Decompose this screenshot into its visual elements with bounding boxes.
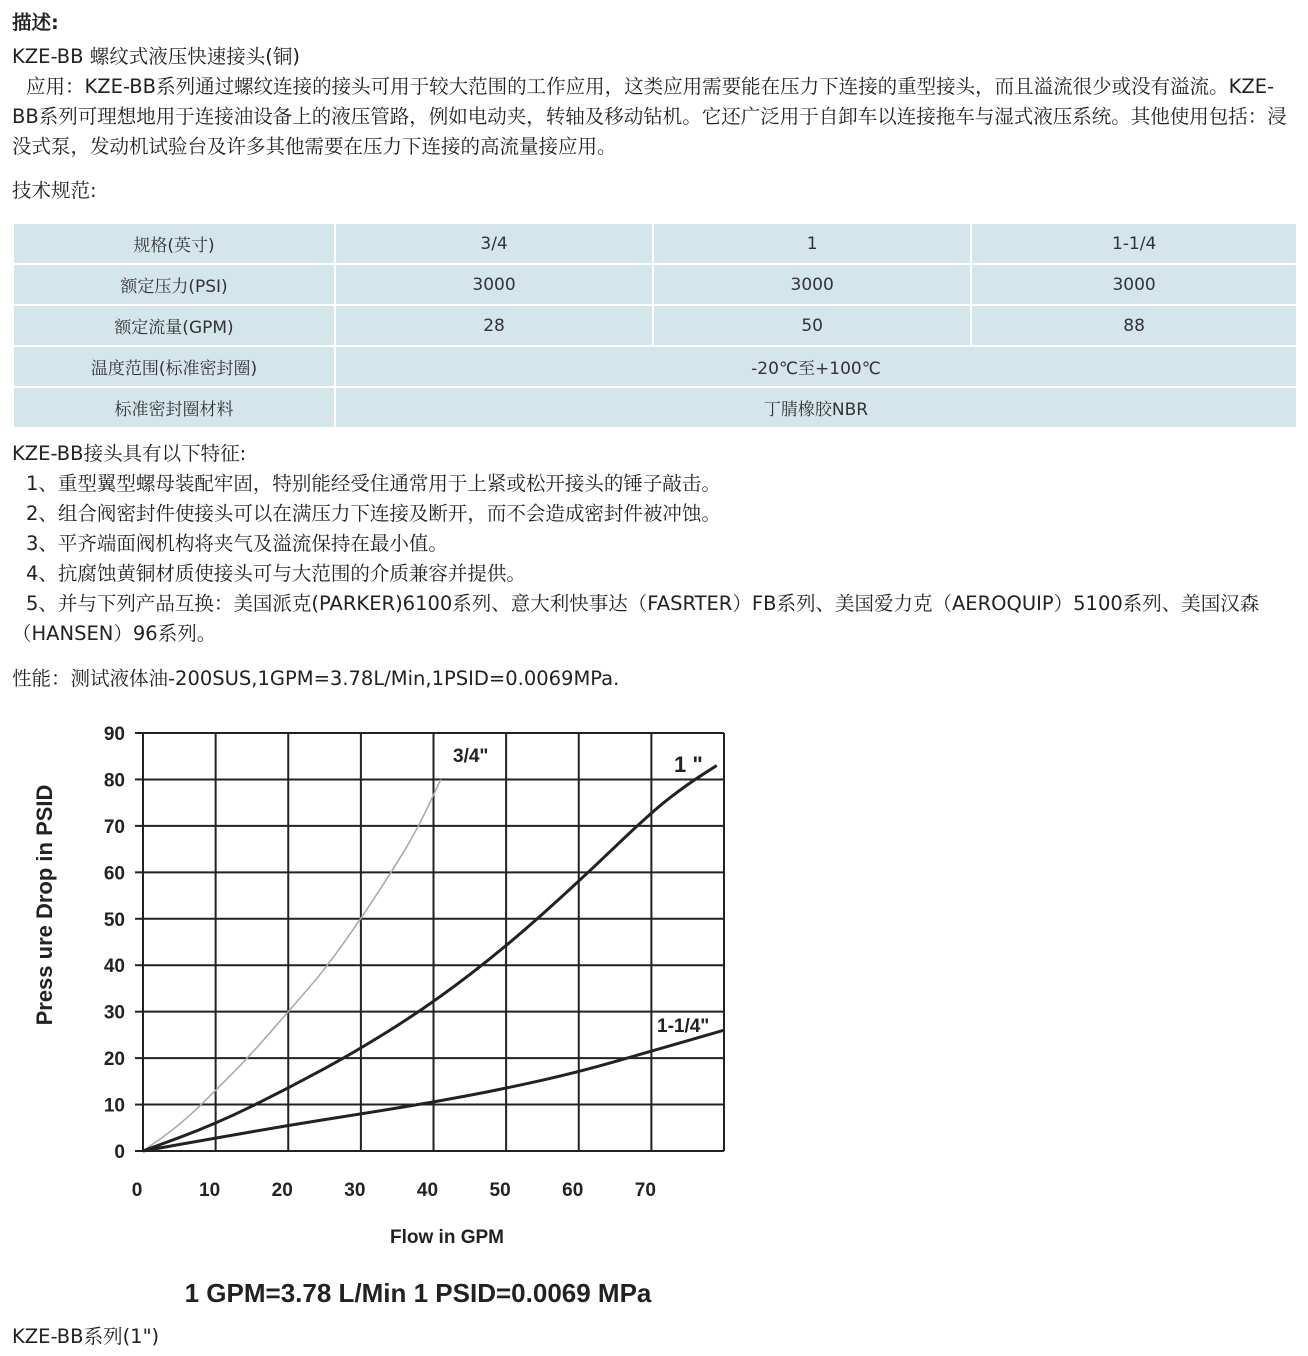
feature-item: 4、抗腐蚀黄铜材质使接头可与大范围的介质兼容并提供。 xyxy=(26,562,526,585)
spec-title: 技术规范: xyxy=(12,179,97,202)
x-tick-label: 60 xyxy=(562,1180,584,1201)
table-row xyxy=(14,347,1296,386)
table-cell: 标准密封圈材料 xyxy=(14,388,334,427)
table-cell: 温度范围(标准密封圈) xyxy=(14,347,334,386)
y-tick-label: 50 xyxy=(103,909,125,931)
x-tick-label: 20 xyxy=(271,1180,293,1201)
x-tick-label: 40 xyxy=(416,1180,439,1201)
table-cell: 额定流量(GPM) xyxy=(14,306,334,345)
feature-item: 1、重型翼型螺母装配牢固，特别能经受住通常用于上紧或松开接头的锤子敲击。 xyxy=(26,472,721,495)
x-tick-label: 0 xyxy=(131,1180,143,1201)
x-tick-label: 10 xyxy=(199,1180,221,1201)
feature-item: 5、并与下列产品互换：美国派克(PARKER)6100系列、意大利快事达（FASRTER）FB系列、美国爱力克（AEROQUIP）5100系列、美国汉森（HANSEN）96系列。 xyxy=(12,592,1260,645)
table-cell: 3000 xyxy=(336,265,652,304)
table-row xyxy=(14,265,1296,304)
series-label: 3/4" xyxy=(453,746,489,767)
features-title: KZE-BB接头具有以下特征: xyxy=(12,442,247,465)
y-tick-label: 0 xyxy=(114,1142,125,1163)
product-title: KZE-BB 螺纹式液压快速接头(铜) xyxy=(12,45,300,68)
x-tick-label: 30 xyxy=(344,1180,366,1201)
application-paragraph: 应用：KZE-BB系列通过螺纹连接的接头可用于较大范围的工作应用，这类应用需要能在压力下连接的重型接头，而且溢流很少或没有溢流。KZE-BB系列可理想地用于连接油设备上的液压管路，例如电动夹，转轴及移动钻机。它还广泛用于自卸车以连接拖车与湿式液压系统。其他使用包括：浸没式泵，发动机试验台及许多其他需要在压力下连接的高流量接应用。 xyxy=(12,75,1287,158)
table-cell: 1 xyxy=(654,224,970,263)
table-cell: 丁腈橡胶NBR xyxy=(336,388,1296,427)
x-tick-label: 50 xyxy=(489,1180,511,1201)
chart-ticks xyxy=(104,724,656,1201)
table-row xyxy=(14,306,1296,345)
table-cell: 3000 xyxy=(972,265,1296,304)
y-tick-label: 80 xyxy=(103,770,125,792)
table-cell: 28 xyxy=(336,306,652,345)
y-axis-label: Press ure Drop in PSID xyxy=(32,784,57,1026)
y-tick-label: 30 xyxy=(103,1002,125,1024)
table-cell: -20℃至+100℃ xyxy=(336,347,1296,386)
pressure-drop-chart xyxy=(0,700,760,1320)
y-tick-label: 60 xyxy=(103,863,125,885)
table-cell: 1-1/4 xyxy=(972,224,1296,263)
table-cell: 88 xyxy=(972,306,1296,345)
series-label: 1-1/4" xyxy=(657,1016,710,1037)
chart-footnote: 1 GPM=3.78 L/Min 1 PSID=0.0069 MPa xyxy=(184,1278,652,1308)
table-row xyxy=(14,388,1296,427)
y-tick-label: 90 xyxy=(103,724,125,745)
spec-table xyxy=(12,222,1298,429)
table-cell: 3/4 xyxy=(336,224,652,263)
y-tick-label: 10 xyxy=(103,1095,125,1117)
table-cell: 额定压力(PSI) xyxy=(14,265,334,304)
table-row xyxy=(14,224,1296,263)
y-tick-label: 70 xyxy=(103,816,125,838)
table-cell: 3000 xyxy=(654,265,970,304)
section-heading: 描述: xyxy=(12,11,59,34)
series-line xyxy=(143,766,717,1151)
x-tick-label: 70 xyxy=(634,1180,656,1201)
y-tick-label: 40 xyxy=(103,956,125,978)
feature-item: 2、组合阀密封件使接头可以在满压力下连接及断开，而不会造成密封件被冲蚀。 xyxy=(26,502,721,525)
x-axis-label: Flow in GPM xyxy=(390,1227,504,1248)
table-cell: 规格(英寸) xyxy=(14,224,334,263)
y-tick-label: 20 xyxy=(103,1049,125,1071)
figure-caption: KZE-BB系列(1") xyxy=(12,1325,160,1348)
series-label: 1 " xyxy=(674,752,703,777)
feature-item: 3、平齐端面阀机构将夹气及溢流保持在最小值。 xyxy=(26,532,448,555)
performance-line: 性能：测试液体油-200SUS,1GPM=3.78L/Min,1PSID=0.0069MPa. xyxy=(12,667,620,690)
table-cell: 50 xyxy=(654,306,970,345)
